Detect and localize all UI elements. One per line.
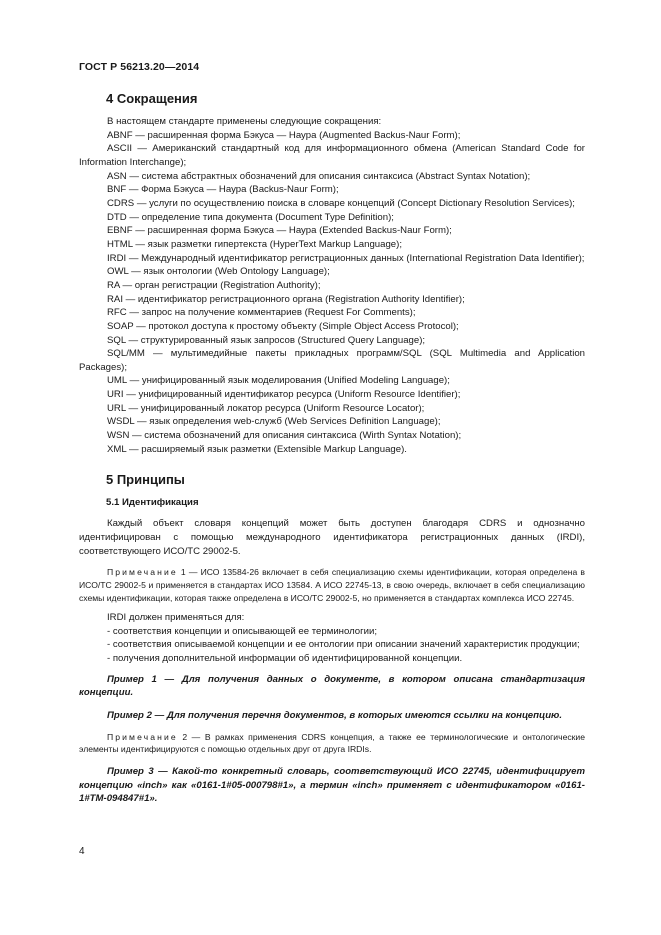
abbr-item: IRDI — Международный идентификатор регистрационных данных (International Registration Data Identifier);	[107, 252, 585, 264]
abbr-item: RAI — идентификатор регистрационного органа (Registration Authority Identifier);	[107, 293, 465, 305]
irdi-intro: IRDI должен применяться для:	[107, 612, 245, 624]
abbr-item-cdrs	[79, 197, 585, 211]
abbr-item: UML — унифицированный язык моделирования (Unified Modeling Language);	[107, 375, 450, 387]
irdi-usage-block	[79, 611, 585, 666]
abbr-item: BNF — Форма Бэкуса — Наура (Backus-Naur Form);	[107, 184, 339, 196]
abbr-item: WSDL — язык определения web-служб (Web Services Definition Language);	[107, 416, 441, 428]
abbr-item: DTD — определение типа документа (Document Type Definition);	[107, 211, 394, 223]
example-3: Пример 3 — Какой-то конкретный словарь, соответствующий ИСО 22745, идентифицирует концепцию «inch» как «0161-1#05-000798#1», а термин «inch» применяет с идентификатором «0161-1#TM-094847#1».	[79, 765, 585, 805]
abbr-item: HTML — язык разметки гипертекста (HyperText Markup Language);	[107, 238, 402, 250]
abbreviations-intro: В настоящем стандарте применены следующие сокращения:	[107, 116, 382, 127]
example-2: Пример 2 — Для получения перечня документов, в которых имеются ссылки на концепцию.	[107, 710, 563, 722]
subsection-5-1-title: 5.1 Идентификация	[106, 497, 199, 509]
note-1-label: Примечание	[107, 567, 178, 578]
abbr-item: SQL/MM — мультимедийные пакеты прикладных программ/SQL (SQL Multimedia and Application Packages);	[79, 348, 585, 373]
standard-header: ГОСТ Р 56213.20—2014	[79, 61, 200, 73]
abbr-item: SQL — структурированный язык запросов (Structured Query Language);	[107, 334, 426, 346]
abbr-item: URI — унифицированный идентификатор ресурса (Uniform Resource Identifier);	[107, 389, 461, 401]
abbr-item: SOAP — протокол доступа к простому объекту (Simple Object Access Protocol);	[107, 320, 459, 332]
page-content	[79, 90, 585, 806]
abbr-item: ABNF — расширенная форма Бэкуса — Наура (Augmented Backus-Naur Form);	[107, 129, 461, 141]
section-4-title: 4 Сокращения	[106, 91, 198, 106]
irdi-bullet: - получения дополнительной информации об идентифицированной концепции.	[107, 653, 463, 665]
note-1-text: 1 — ИСО 13584-26 включает в себя специализацию схемы идентификации, которая определена в ИСО/ТС 29002-5 и применяется в стандартах ИСО 13584. А ИСО 22745-13, в свою очередь, включает в себя специализацию схемы идентификации, которая также определена в ИСО/ТС 29002-5, но применяется в стандартах комплекса ИСО 22745.	[79, 567, 585, 603]
abbr-item: OWL — язык онтологии (Web Ontology Language);	[107, 266, 330, 278]
note-2-text: 2 — В рамках применения CDRS концепция, а также ее терминологические и онтологические элементы идентифицируются с помощью отдельных друг от друга IRDIs.	[79, 731, 585, 755]
irdi-bullet: - соответствия концепции и описывающей ее терминологии;	[107, 625, 378, 637]
page-number: 4	[79, 846, 85, 857]
abbr-item: ASN — система абстрактных обозначений для описания синтаксиса (Abstract Syntax Notation);	[107, 170, 531, 182]
section-5-title: 5 Принципы	[106, 472, 185, 488]
abbr-item: ASCII — Американский стандартный код для информационного обмена (American Standard Code for Information Interchange);	[79, 143, 585, 168]
identification-paragraph: Каждый объект словаря концепций может быть доступен благодаря CDRS и однозначно идентифицирован с помощью международного идентификатора регистрационных данных (IRDI), соответствующего ИСО/ТС 29002-5.	[79, 518, 585, 557]
abbr-item: RFC — запрос на получение комментариев (Request For Comments);	[107, 307, 416, 319]
example-1: Пример 1 — Для получения данных о документе, в котором описана стандартизация концепции.	[79, 673, 585, 699]
note-2-label: Примечание	[107, 731, 178, 742]
irdi-bullet: - соответствия описываемой концепции и ее онтологии при описании значений характеристик продукции;	[107, 639, 580, 651]
abbr-item: URL — унифицированный локатор ресурса (Uniform Resource Locator);	[107, 402, 425, 414]
abbr-item: EBNF — расширенная форма Бэкуса — Наура (Extended Backus-Naur Form);	[107, 225, 452, 237]
abbr-item: WSN — система обозначений для описания синтаксиса (Wirth Syntax Notation);	[107, 430, 462, 442]
abbr-item: XML — расширяемый язык разметки (Extensible Markup Language).	[107, 443, 407, 455]
note-2	[79, 731, 585, 756]
note-1	[79, 566, 585, 604]
abbr-item: RA — орган регистрации (Registration Authority);	[107, 279, 321, 291]
abbr-item-cdrs-text: CDRS — услуги по осуществлению поиска в словаре концепций (Concept Dictionary Resolution Services);	[107, 197, 575, 209]
abbreviations-block	[79, 115, 585, 456]
